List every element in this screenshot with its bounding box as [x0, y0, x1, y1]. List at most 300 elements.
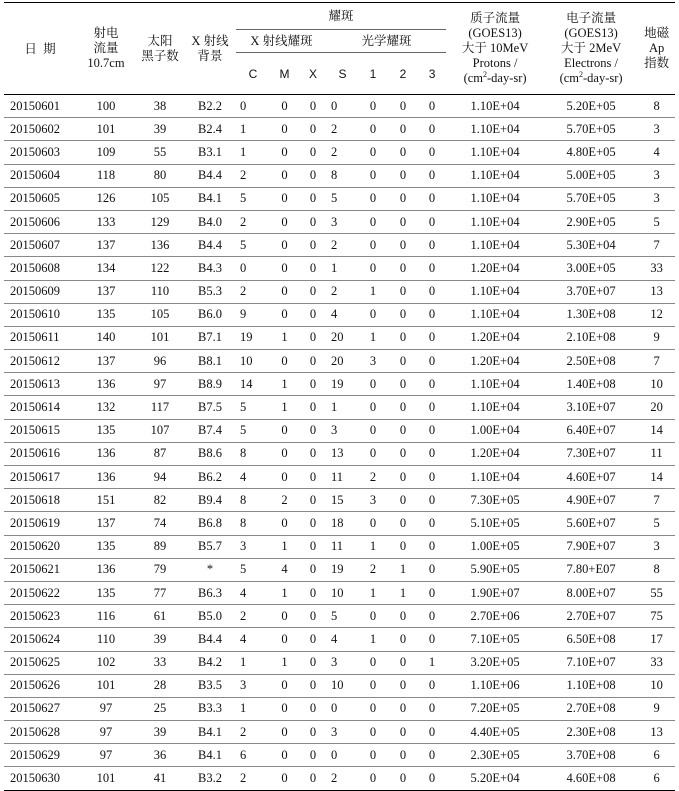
header-radio-flux-line2: 流量 — [93, 41, 119, 55]
cell-flare-2: 0 — [388, 535, 418, 558]
cell-flare-c: 5 — [236, 419, 270, 442]
cell-ap-index: 75 — [638, 605, 675, 628]
header-electron-unit-a: (cm — [559, 71, 579, 85]
header-xray-background — [184, 3, 236, 95]
cell-flare-m: 1 — [270, 581, 299, 604]
cell-ap-index: 5 — [638, 512, 675, 535]
cell-flare-c: 4 — [236, 581, 270, 604]
cell-radio-flux: 140 — [76, 326, 136, 349]
cell-flare-m: 1 — [270, 651, 299, 674]
cell-flare-x: 0 — [299, 303, 327, 326]
cell-ap-index: 3 — [638, 118, 675, 141]
cell-flare-c: 2 — [236, 210, 270, 233]
table-row — [4, 697, 675, 720]
cell-proton-flux: 1.00E+04 — [446, 419, 544, 442]
page — [4, 2, 675, 791]
cell-flare-s: 15 — [327, 489, 358, 512]
cell-flare-m: 0 — [270, 141, 299, 164]
cell-electron-flux: 7.30E+07 — [544, 442, 638, 465]
cell-sunspot-number: 89 — [136, 535, 184, 558]
cell-flare-s: 2 — [327, 141, 358, 164]
cell-date: 20150615 — [4, 419, 76, 442]
cell-radio-flux: 137 — [76, 280, 136, 303]
cell-flare-3: 0 — [418, 442, 446, 465]
cell-ap-index: 7 — [638, 234, 675, 257]
cell-flare-m: 0 — [270, 303, 299, 326]
cell-proton-flux: 1.10E+04 — [446, 234, 544, 257]
cell-flare-m: 0 — [270, 164, 299, 187]
cell-flare-2: 0 — [388, 512, 418, 535]
cell-flare-1: 0 — [358, 396, 388, 419]
cell-flare-x: 0 — [299, 466, 327, 489]
cell-radio-flux: 134 — [76, 257, 136, 280]
header-xray-bg-line2: 背景 — [197, 48, 223, 63]
cell-flare-3: 0 — [418, 744, 446, 767]
cell-flare-1: 0 — [358, 95, 388, 118]
header-electron-line5 — [544, 71, 638, 86]
cell-flare-2: 0 — [388, 326, 418, 349]
cell-flare-m: 0 — [270, 697, 299, 720]
cell-xray-background: B7.5 — [184, 396, 236, 419]
cell-sunspot-number: 79 — [136, 558, 184, 581]
cell-flare-s: 1 — [327, 257, 358, 280]
table-row — [4, 558, 675, 581]
cell-proton-flux: 1.20E+04 — [446, 257, 544, 280]
cell-sunspot-number: 33 — [136, 651, 184, 674]
cell-xray-background: B4.1 — [184, 721, 236, 744]
cell-flare-3: 0 — [418, 605, 446, 628]
cell-flare-s: 2 — [327, 767, 358, 790]
cell-date: 20150621 — [4, 558, 76, 581]
header-class-1: 1 — [369, 66, 377, 81]
cell-electron-flux: 2.90E+05 — [544, 210, 638, 233]
cell-proton-flux: 1.10E+04 — [446, 210, 544, 233]
cell-ap-index: 17 — [638, 628, 675, 651]
cell-xray-background: B2.4 — [184, 118, 236, 141]
cell-date: 20150620 — [4, 535, 76, 558]
cell-radio-flux: 135 — [76, 581, 136, 604]
cell-date: 20150607 — [4, 234, 76, 257]
table-row — [4, 326, 675, 349]
cell-date: 20150618 — [4, 489, 76, 512]
cell-sunspot-number: 110 — [136, 280, 184, 303]
header-flares: 耀斑 — [236, 3, 446, 30]
cell-flare-3: 0 — [418, 721, 446, 744]
cell-flare-2: 0 — [388, 303, 418, 326]
cell-xray-background: B3.2 — [184, 767, 236, 790]
cell-sunspot-number: 36 — [136, 744, 184, 767]
cell-flare-m: 0 — [270, 605, 299, 628]
cell-electron-flux: 4.80E+05 — [544, 141, 638, 164]
cell-sunspot-number: 107 — [136, 419, 184, 442]
cell-ap-index: 8 — [638, 95, 675, 118]
header-date: 日 期 — [24, 41, 56, 56]
cell-ap-index: 10 — [638, 674, 675, 697]
cell-sunspot-number: 39 — [136, 628, 184, 651]
cell-electron-flux: 2.70E+07 — [544, 605, 638, 628]
table-row — [4, 605, 675, 628]
table-row — [4, 512, 675, 535]
cell-xray-background: B6.0 — [184, 303, 236, 326]
table-row — [4, 141, 675, 164]
cell-flare-1: 0 — [358, 512, 388, 535]
cell-xray-background: B4.3 — [184, 257, 236, 280]
cell-flare-3: 0 — [418, 535, 446, 558]
cell-ap-index: 13 — [638, 721, 675, 744]
cell-sunspot-number: 122 — [136, 257, 184, 280]
cell-proton-flux: 1.10E+04 — [446, 187, 544, 210]
cell-electron-flux: 4.90E+07 — [544, 489, 638, 512]
header-proton-unit-exp: 2 — [483, 69, 487, 79]
cell-radio-flux: 101 — [76, 118, 136, 141]
header-proton-line5 — [446, 71, 544, 86]
cell-flare-s: 13 — [327, 442, 358, 465]
cell-date: 20150609 — [4, 280, 76, 303]
cell-sunspot-number: 129 — [136, 210, 184, 233]
cell-flare-2: 0 — [388, 187, 418, 210]
table-row — [4, 280, 675, 303]
cell-radio-flux: 118 — [76, 164, 136, 187]
solar-activity-table — [4, 2, 675, 791]
cell-flare-x: 0 — [299, 95, 327, 118]
cell-ap-index: 3 — [638, 164, 675, 187]
cell-date: 20150619 — [4, 512, 76, 535]
cell-proton-flux: 1.10E+04 — [446, 373, 544, 396]
cell-xray-background: B6.8 — [184, 512, 236, 535]
cell-radio-flux: 101 — [76, 674, 136, 697]
cell-electron-flux: 5.70E+05 — [544, 187, 638, 210]
cell-ap-index: 4 — [638, 141, 675, 164]
cell-electron-flux: 2.50E+08 — [544, 350, 638, 373]
cell-flare-3: 0 — [418, 234, 446, 257]
cell-flare-x: 0 — [299, 489, 327, 512]
cell-flare-1: 1 — [358, 326, 388, 349]
cell-proton-flux: 1.90E+07 — [446, 581, 544, 604]
cell-date: 20150602 — [4, 118, 76, 141]
table-row — [4, 234, 675, 257]
cell-radio-flux: 137 — [76, 512, 136, 535]
cell-xray-background: B7.1 — [184, 326, 236, 349]
cell-ap-index: 5 — [638, 210, 675, 233]
cell-flare-3: 0 — [418, 373, 446, 396]
cell-flare-s: 10 — [327, 674, 358, 697]
header-class-m: M — [279, 66, 290, 81]
cell-flare-1: 0 — [358, 234, 388, 257]
cell-date: 20150624 — [4, 628, 76, 651]
cell-radio-flux: 136 — [76, 373, 136, 396]
cell-flare-m: 0 — [270, 187, 299, 210]
cell-flare-c: 6 — [236, 744, 270, 767]
cell-date: 20150627 — [4, 697, 76, 720]
cell-radio-flux: 97 — [76, 697, 136, 720]
cell-electron-flux: 1.10E+08 — [544, 674, 638, 697]
cell-xray-background: B8.6 — [184, 442, 236, 465]
cell-sunspot-number: 136 — [136, 234, 184, 257]
header-proton-line3: 大于 10MeV — [461, 41, 529, 55]
cell-ap-index: 9 — [638, 326, 675, 349]
cell-proton-flux: 4.40E+05 — [446, 721, 544, 744]
header-electron-line3: 大于 2MeV — [561, 41, 622, 55]
cell-electron-flux: 5.20E+05 — [544, 95, 638, 118]
cell-xray-background: B4.1 — [184, 744, 236, 767]
cell-flare-s: 4 — [327, 303, 358, 326]
cell-flare-m: 0 — [270, 721, 299, 744]
header-xray-flares: X 射线耀斑 — [236, 30, 327, 53]
cell-proton-flux: 5.90E+05 — [446, 558, 544, 581]
cell-date: 20150628 — [4, 721, 76, 744]
cell-flare-c: 2 — [236, 164, 270, 187]
cell-date: 20150608 — [4, 257, 76, 280]
cell-flare-s: 0 — [327, 697, 358, 720]
cell-ap-index: 12 — [638, 303, 675, 326]
cell-date: 20150629 — [4, 744, 76, 767]
cell-flare-c: 5 — [236, 234, 270, 257]
cell-ap-index: 33 — [638, 257, 675, 280]
cell-flare-x: 0 — [299, 373, 327, 396]
cell-flare-m: 0 — [270, 442, 299, 465]
cell-electron-flux: 4.60E+08 — [544, 767, 638, 790]
header-ap-line1: 地磁 — [644, 26, 670, 40]
table-row — [4, 303, 675, 326]
table-row — [4, 767, 675, 790]
cell-flare-1: 0 — [358, 141, 388, 164]
cell-flare-1: 1 — [358, 280, 388, 303]
cell-flare-3: 0 — [418, 419, 446, 442]
cell-date: 20150606 — [4, 210, 76, 233]
cell-proton-flux: 7.20E+05 — [446, 697, 544, 720]
cell-xray-background: B2.2 — [184, 95, 236, 118]
cell-electron-flux: 5.60E+07 — [544, 512, 638, 535]
cell-flare-2: 0 — [388, 697, 418, 720]
cell-flare-c: 1 — [236, 141, 270, 164]
cell-flare-3: 0 — [418, 141, 446, 164]
cell-sunspot-number: 82 — [136, 489, 184, 512]
cell-flare-2: 0 — [388, 396, 418, 419]
cell-proton-flux: 1.10E+04 — [446, 466, 544, 489]
header-class-2: 2 — [399, 66, 407, 81]
cell-radio-flux: 102 — [76, 651, 136, 674]
cell-flare-2: 0 — [388, 721, 418, 744]
cell-flare-m: 0 — [270, 234, 299, 257]
cell-xray-background: B9.4 — [184, 489, 236, 512]
cell-radio-flux: 151 — [76, 489, 136, 512]
cell-flare-s: 4 — [327, 628, 358, 651]
cell-flare-2: 0 — [388, 118, 418, 141]
header-radio-flux — [76, 3, 136, 95]
cell-flare-x: 0 — [299, 141, 327, 164]
cell-sunspot-number: 77 — [136, 581, 184, 604]
cell-ap-index: 10 — [638, 373, 675, 396]
cell-xray-background: B5.0 — [184, 605, 236, 628]
cell-date: 20150605 — [4, 187, 76, 210]
cell-radio-flux: 136 — [76, 466, 136, 489]
cell-sunspot-number: 117 — [136, 396, 184, 419]
table-row — [4, 187, 675, 210]
cell-ap-index: 3 — [638, 535, 675, 558]
table-row — [4, 257, 675, 280]
cell-flare-1: 0 — [358, 419, 388, 442]
cell-radio-flux: 126 — [76, 187, 136, 210]
header-class-c: C — [248, 66, 258, 81]
cell-sunspot-number: 39 — [136, 721, 184, 744]
cell-flare-1: 1 — [358, 628, 388, 651]
cell-flare-1: 2 — [358, 466, 388, 489]
cell-radio-flux: 136 — [76, 558, 136, 581]
cell-date: 20150613 — [4, 373, 76, 396]
cell-flare-3: 1 — [418, 651, 446, 674]
header-proton-unit-a: (cm — [463, 71, 483, 85]
cell-flare-2: 0 — [388, 651, 418, 674]
cell-flare-2: 0 — [388, 442, 418, 465]
cell-flare-2: 0 — [388, 210, 418, 233]
cell-flare-m: 0 — [270, 118, 299, 141]
cell-date: 20150626 — [4, 674, 76, 697]
cell-flare-s: 2 — [327, 118, 358, 141]
cell-flare-c: 1 — [236, 118, 270, 141]
cell-flare-2: 0 — [388, 466, 418, 489]
cell-electron-flux: 2.70E+08 — [544, 697, 638, 720]
cell-flare-1: 0 — [358, 767, 388, 790]
cell-flare-m: 1 — [270, 396, 299, 419]
table-row — [4, 581, 675, 604]
cell-flare-3: 0 — [418, 767, 446, 790]
cell-flare-1: 3 — [358, 489, 388, 512]
cell-flare-s: 20 — [327, 326, 358, 349]
cell-flare-1: 0 — [358, 257, 388, 280]
cell-flare-c: 2 — [236, 280, 270, 303]
header-ap-line3: 指数 — [644, 56, 670, 70]
cell-electron-flux: 6.40E+07 — [544, 419, 638, 442]
table-row — [4, 396, 675, 419]
cell-flare-2: 0 — [388, 373, 418, 396]
header-proton-line2: (GOES13) — [468, 26, 522, 40]
cell-ap-index: 13 — [638, 280, 675, 303]
cell-radio-flux: 110 — [76, 628, 136, 651]
cell-flare-s: 5 — [327, 187, 358, 210]
cell-flare-c: 2 — [236, 767, 270, 790]
cell-flare-s: 11 — [327, 466, 358, 489]
cell-sunspot-number: 96 — [136, 350, 184, 373]
cell-xray-background: B4.2 — [184, 651, 236, 674]
cell-flare-3: 0 — [418, 164, 446, 187]
cell-electron-flux: 7.90E+07 — [544, 535, 638, 558]
cell-ap-index: 55 — [638, 581, 675, 604]
cell-flare-2: 0 — [388, 280, 418, 303]
cell-radio-flux: 101 — [76, 767, 136, 790]
cell-flare-1: 0 — [358, 187, 388, 210]
cell-proton-flux: 1.00E+05 — [446, 535, 544, 558]
cell-date: 20150610 — [4, 303, 76, 326]
cell-proton-flux: 1.20E+04 — [446, 350, 544, 373]
cell-flare-m: 0 — [270, 674, 299, 697]
cell-radio-flux: 136 — [76, 442, 136, 465]
cell-xray-background: B4.1 — [184, 187, 236, 210]
cell-proton-flux: 7.30E+05 — [446, 489, 544, 512]
table-body — [4, 95, 675, 791]
cell-sunspot-number: 87 — [136, 442, 184, 465]
cell-ap-index: 11 — [638, 442, 675, 465]
cell-flare-m: 4 — [270, 558, 299, 581]
cell-radio-flux: 109 — [76, 141, 136, 164]
cell-flare-c: 14 — [236, 373, 270, 396]
header-electron-unit-b: -day-sr) — [583, 71, 623, 85]
cell-xray-background: B4.4 — [184, 628, 236, 651]
cell-flare-x: 0 — [299, 257, 327, 280]
cell-electron-flux: 3.70E+07 — [544, 280, 638, 303]
cell-ap-index: 6 — [638, 767, 675, 790]
cell-flare-3: 0 — [418, 95, 446, 118]
cell-proton-flux: 7.10E+05 — [446, 628, 544, 651]
cell-flare-m: 0 — [270, 628, 299, 651]
cell-flare-1: 0 — [358, 721, 388, 744]
cell-electron-flux: 5.30E+04 — [544, 234, 638, 257]
table-row — [4, 489, 675, 512]
header-sunspot-line1: 太阳 — [147, 33, 173, 48]
header-ap-index — [638, 3, 675, 95]
header-class-x: X — [308, 66, 317, 81]
cell-flare-m: 0 — [270, 257, 299, 280]
cell-electron-flux: 7.80+E07 — [544, 558, 638, 581]
cell-flare-s: 11 — [327, 535, 358, 558]
header-proton-line4: Protons / — [472, 56, 518, 70]
table-row — [4, 721, 675, 744]
cell-date: 20150612 — [4, 350, 76, 373]
cell-flare-2: 0 — [388, 257, 418, 280]
cell-flare-1: 0 — [358, 303, 388, 326]
cell-flare-s: 18 — [327, 512, 358, 535]
cell-flare-3: 0 — [418, 280, 446, 303]
cell-flare-s: 3 — [327, 651, 358, 674]
cell-flare-s: 3 — [327, 210, 358, 233]
cell-flare-1: 0 — [358, 210, 388, 233]
cell-proton-flux: 1.10E+04 — [446, 280, 544, 303]
cell-flare-c: 9 — [236, 303, 270, 326]
cell-proton-flux: 1.10E+06 — [446, 674, 544, 697]
header-optical-flares: 光学耀斑 — [327, 30, 446, 53]
cell-xray-background: B8.9 — [184, 373, 236, 396]
cell-flare-c: 4 — [236, 466, 270, 489]
cell-flare-x: 0 — [299, 535, 327, 558]
cell-flare-s: 10 — [327, 581, 358, 604]
cell-proton-flux: 1.20E+04 — [446, 326, 544, 349]
cell-flare-x: 0 — [299, 697, 327, 720]
cell-flare-c: 3 — [236, 674, 270, 697]
cell-proton-flux: 5.20E+04 — [446, 767, 544, 790]
cell-proton-flux: 2.30E+05 — [446, 744, 544, 767]
cell-flare-1: 0 — [358, 118, 388, 141]
cell-flare-1: 0 — [358, 164, 388, 187]
cell-flare-c: 0 — [236, 257, 270, 280]
cell-date: 20150601 — [4, 95, 76, 118]
header-class-s: S — [338, 66, 347, 81]
cell-ap-index: 20 — [638, 396, 675, 419]
header-sunspot — [136, 3, 184, 95]
cell-flare-s: 8 — [327, 164, 358, 187]
cell-flare-s: 2 — [327, 280, 358, 303]
cell-flare-m: 1 — [270, 326, 299, 349]
cell-flare-m: 0 — [270, 512, 299, 535]
cell-flare-x: 0 — [299, 721, 327, 744]
cell-flare-3: 0 — [418, 628, 446, 651]
cell-flare-c: 4 — [236, 628, 270, 651]
cell-ap-index: 7 — [638, 489, 675, 512]
cell-electron-flux: 5.00E+05 — [544, 164, 638, 187]
header-ap-line2: Ap — [648, 41, 665, 55]
cell-flare-c: 8 — [236, 489, 270, 512]
cell-flare-2: 0 — [388, 767, 418, 790]
table-row — [4, 373, 675, 396]
cell-date: 20150604 — [4, 164, 76, 187]
